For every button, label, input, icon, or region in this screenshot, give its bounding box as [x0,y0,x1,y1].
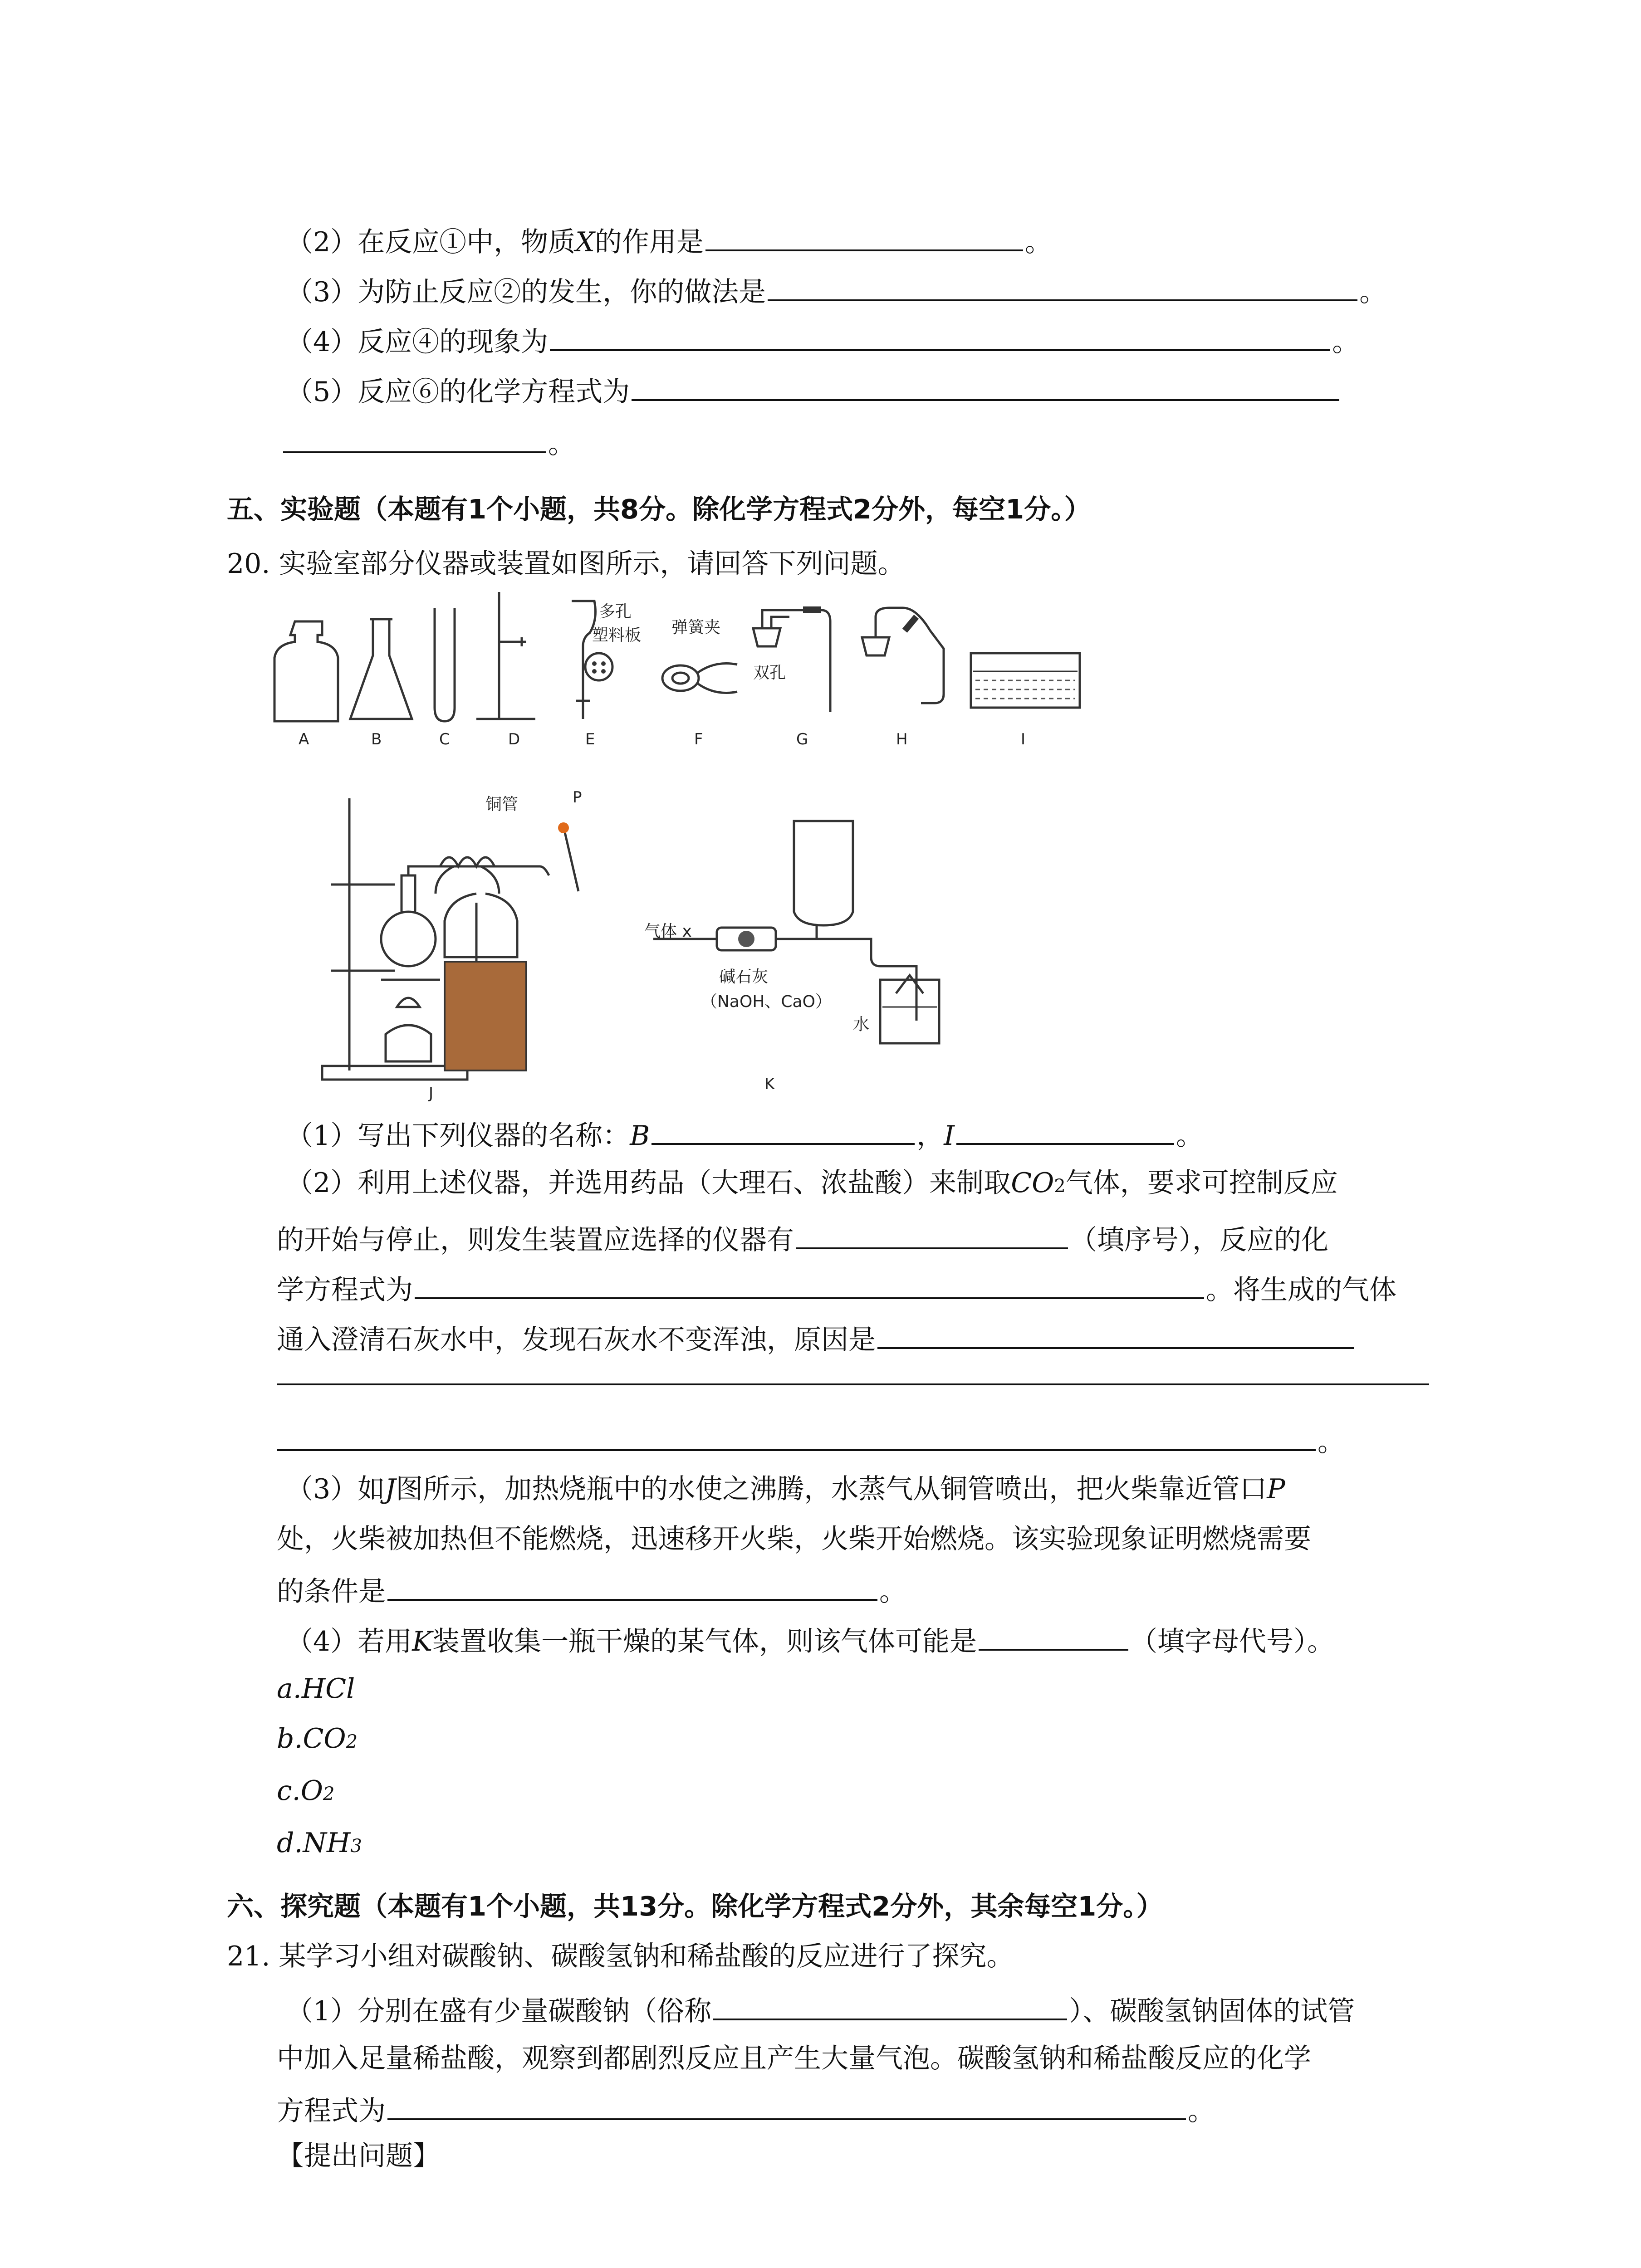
q20-p1-blank-b[interactable] [652,1116,915,1145]
q21-blank-common-name[interactable] [713,1991,1067,2020]
letter-e: E [585,730,595,748]
option-a-label: a. [277,1673,302,1705]
stopper-g-icon [744,601,844,719]
q19-part5-cont [281,424,575,461]
letter-c: C [439,730,450,748]
apparatus-j-drawing [313,789,622,1080]
q21-stem [227,1939,1014,1974]
q20-p1-end: 。 [1176,1120,1203,1152]
g-label: 双孔 [753,664,786,682]
stopper-h-icon [853,601,971,719]
q20-p2-l6-end: 。 [1318,1426,1345,1458]
q20-p4-l1b: 装置收集一瓶干燥的某气体，则该气体可能是 [432,1626,977,1657]
q19-p5-blank2[interactable] [283,424,546,453]
letter-k: K [764,1075,775,1093]
q20-p3-l3: 的条件是 [277,1576,386,1608]
q19-part5 [286,372,1341,409]
q19-p3-end: 。 [1359,276,1387,308]
letter-h: H [896,730,908,748]
q20-part2-l3 [277,1270,1396,1307]
trough-i-icon [966,649,1084,712]
f-label: 弹簧夹 [671,618,721,637]
erlenmeyer-b-icon [345,615,417,726]
q20-part3-l1 [286,1472,1285,1506]
q19-p4-blank[interactable] [550,322,1330,351]
q21-l2: 中加入足量稀盐酸，观察到都剧烈反应且产生大量气泡。碳酸氢钠和稀盐酸反应的化学 [277,2043,1311,2074]
q21-l1b: ）、碳酸氢钠固体的试管 [1069,1995,1355,2027]
q20-p2-l1a: （2）利用上述仪器，并选用药品（大理石、浓盐酸）来制取 [286,1167,1011,1199]
q20-p3-p: P [1267,1473,1285,1505]
letter-g: G [796,730,808,748]
q21-part1-l2 [277,2041,1311,2076]
q21-stem-text: 21. 某学习小组对碳酸钠、碳酸氢钠和稀盐酸的反应进行了探究。 [227,1941,1014,1972]
q19-p5-end: 。 [548,428,575,460]
q20-p4-blank[interactable] [979,1622,1128,1651]
q20-p2-l2a: 的开始与停止，则发生装置应选择的仪器有 [277,1224,794,1256]
apparatus-k-drawing [644,812,971,1048]
q21-l1a: （1）分别在盛有少量碳酸钠（俗称 [286,1995,712,2027]
q21-l3a: 方程式为 [277,2095,386,2127]
q20-p3-l1b: 图所示，加热烧瓶中的水使之沸腾，水蒸气从铜管喷出，把火柴靠近管口 [396,1473,1267,1505]
j-copper-tube-label: 铜管 [485,795,519,814]
clip-f-icon [658,653,749,699]
q19-p2-blank[interactable] [705,222,1023,251]
option-b-label: b. [277,1723,303,1755]
option-a-formula: HCl [301,1673,355,1705]
q21-l4: 【提出问题】 [277,2140,440,2172]
q20-part4-l1 [286,1622,1334,1659]
e-label-line1: 多孔 [599,602,632,621]
q21-part1-l3 [277,2091,1215,2128]
q20-part2-l2 [277,1220,1328,1257]
q20-p1-b: B [630,1120,650,1152]
q20-part3-l3 [277,1572,906,1609]
section5-title [227,492,1091,527]
k-water-label: 水 [853,1015,870,1034]
q20-part2-l4 [277,1320,1356,1357]
section6-title [227,1889,1163,1924]
q20-p3-l2: 处，火柴被加热但不能燃烧，迅速移开火柴，火柴开始燃烧。该实验现象证明燃烧需要 [277,1523,1311,1555]
q20-option-b[interactable]: b. CO 2 [277,1721,358,1756]
q20-p2-blank-reason[interactable] [877,1320,1354,1349]
k-soda-lime-label: 碱石灰 [719,968,769,986]
q19-part3 [286,272,1386,309]
q20-p4-l1c: （填字母代号）。 [1130,1626,1335,1657]
q20-part2-l1: （2）利用上述仪器，并选用药品（大理石、浓盐酸）来制取 CO 2 气体，要求可控制反应 [286,1166,1338,1200]
q20-p2-co2: CO [1011,1167,1054,1199]
option-d-formula: NH [303,1827,351,1859]
q19-p3-text: （3）为防止反应②的发生，你的做法是 [286,276,766,308]
q19-p2-prefix: （2）在反应①中，物质 [286,226,576,258]
q19-p2-suffix: 的作用是 [594,226,704,258]
q20-p1-prefix: （1）写出下列仪器的名称： [286,1120,630,1152]
q19-p5-blank[interactable] [632,372,1339,401]
q19-part4 [286,322,1359,359]
q20-stem [227,547,905,581]
section5-title-text: 五、实验题（本题有1个小题，共8分。除化学方程式2分外，每空1分。） [227,494,1091,525]
q20-part1 [286,1116,1203,1153]
q21-l3-end: 。 [1188,2095,1215,2127]
q19-p5-text: （5）反应⑥的化学方程式为 [286,376,630,408]
option-c-formula: O [300,1775,323,1807]
q20-p2-l2b: （填序号），反应的化 [1070,1224,1328,1256]
q20-p1-i: I [944,1120,955,1152]
q20-p2-blank-reason-3[interactable] [277,1422,1316,1451]
q20-p3-blank[interactable] [387,1572,877,1601]
j-p-label: P [573,788,582,807]
letter-f: F [694,730,703,748]
q19-part2 [286,222,1052,259]
option-c-label: c. [277,1775,301,1807]
q19-p2-end: 。 [1024,226,1052,258]
test-tube-c-icon [426,603,463,726]
q20-option-a[interactable] [277,1672,355,1706]
q19-p2-var: X [575,226,595,258]
letter-b: B [371,730,382,748]
q21-blank-equation[interactable] [387,2091,1186,2120]
option-b-formula: CO [303,1723,346,1755]
q20-p4-l1a: （4）若用 [286,1626,412,1657]
k-soda-lime-formula: （NaOH、CaO） [701,992,832,1011]
q20-p3-end: 。 [879,1576,906,1608]
q20-stem-text: 20. 实验室部分仪器或装置如图所示，请回答下列问题。 [227,548,905,580]
q20-p3-j: J [385,1473,396,1505]
letter-a: A [299,730,309,748]
option-d-label: d. [277,1827,303,1859]
q20-p1-blank-i[interactable] [956,1116,1174,1145]
letter-d: D [508,730,520,748]
e-label-line2: 塑料板 [592,626,642,645]
bottle-a-icon [272,617,345,726]
stand-d-icon [472,587,540,726]
q20-option-c[interactable]: c. O 2 [277,1774,334,1808]
q20-option-d[interactable]: d. NH 3 [277,1826,362,1860]
section6-title-text: 六、探究题（本题有1个小题，共13分。除化学方程式2分外，其余每空1分。） [227,1891,1163,1922]
q19-p4-text: （4）反应④的现象为 [286,326,549,358]
letter-j: J [429,1084,434,1102]
q20-p2-blank-reason-2[interactable] [277,1383,1429,1385]
q20-p4-k: K [412,1626,433,1657]
q20-p2-blank-equation[interactable] [415,1270,1204,1299]
letter-i: I [1021,730,1026,748]
q19-p4-end: 。 [1332,326,1360,358]
q20-p2-blank-devices[interactable] [796,1220,1068,1249]
q20-p2-l3a: 学方程式为 [277,1274,413,1306]
q21-part1-l1 [286,1991,1355,2028]
q19-p3-blank[interactable] [768,272,1357,301]
q20-p1-sep: ， [916,1120,944,1152]
q20-part3-l2 [277,1522,1311,1556]
k-gas-label: 气体 x [644,922,692,941]
q20-p2-l1b: 气体，要求可控制反应 [1065,1167,1338,1199]
q21-part1-l4 [277,2139,440,2173]
q20-p3-l1a: （3）如 [286,1473,385,1505]
q20-p2-l3b: 。将生成的气体 [1206,1274,1396,1306]
q20-p2-l4: 通入澄清石灰水中，发现石灰水不变浑浊，原因是 [277,1324,876,1356]
q20-part2-l6 [277,1422,1345,1459]
